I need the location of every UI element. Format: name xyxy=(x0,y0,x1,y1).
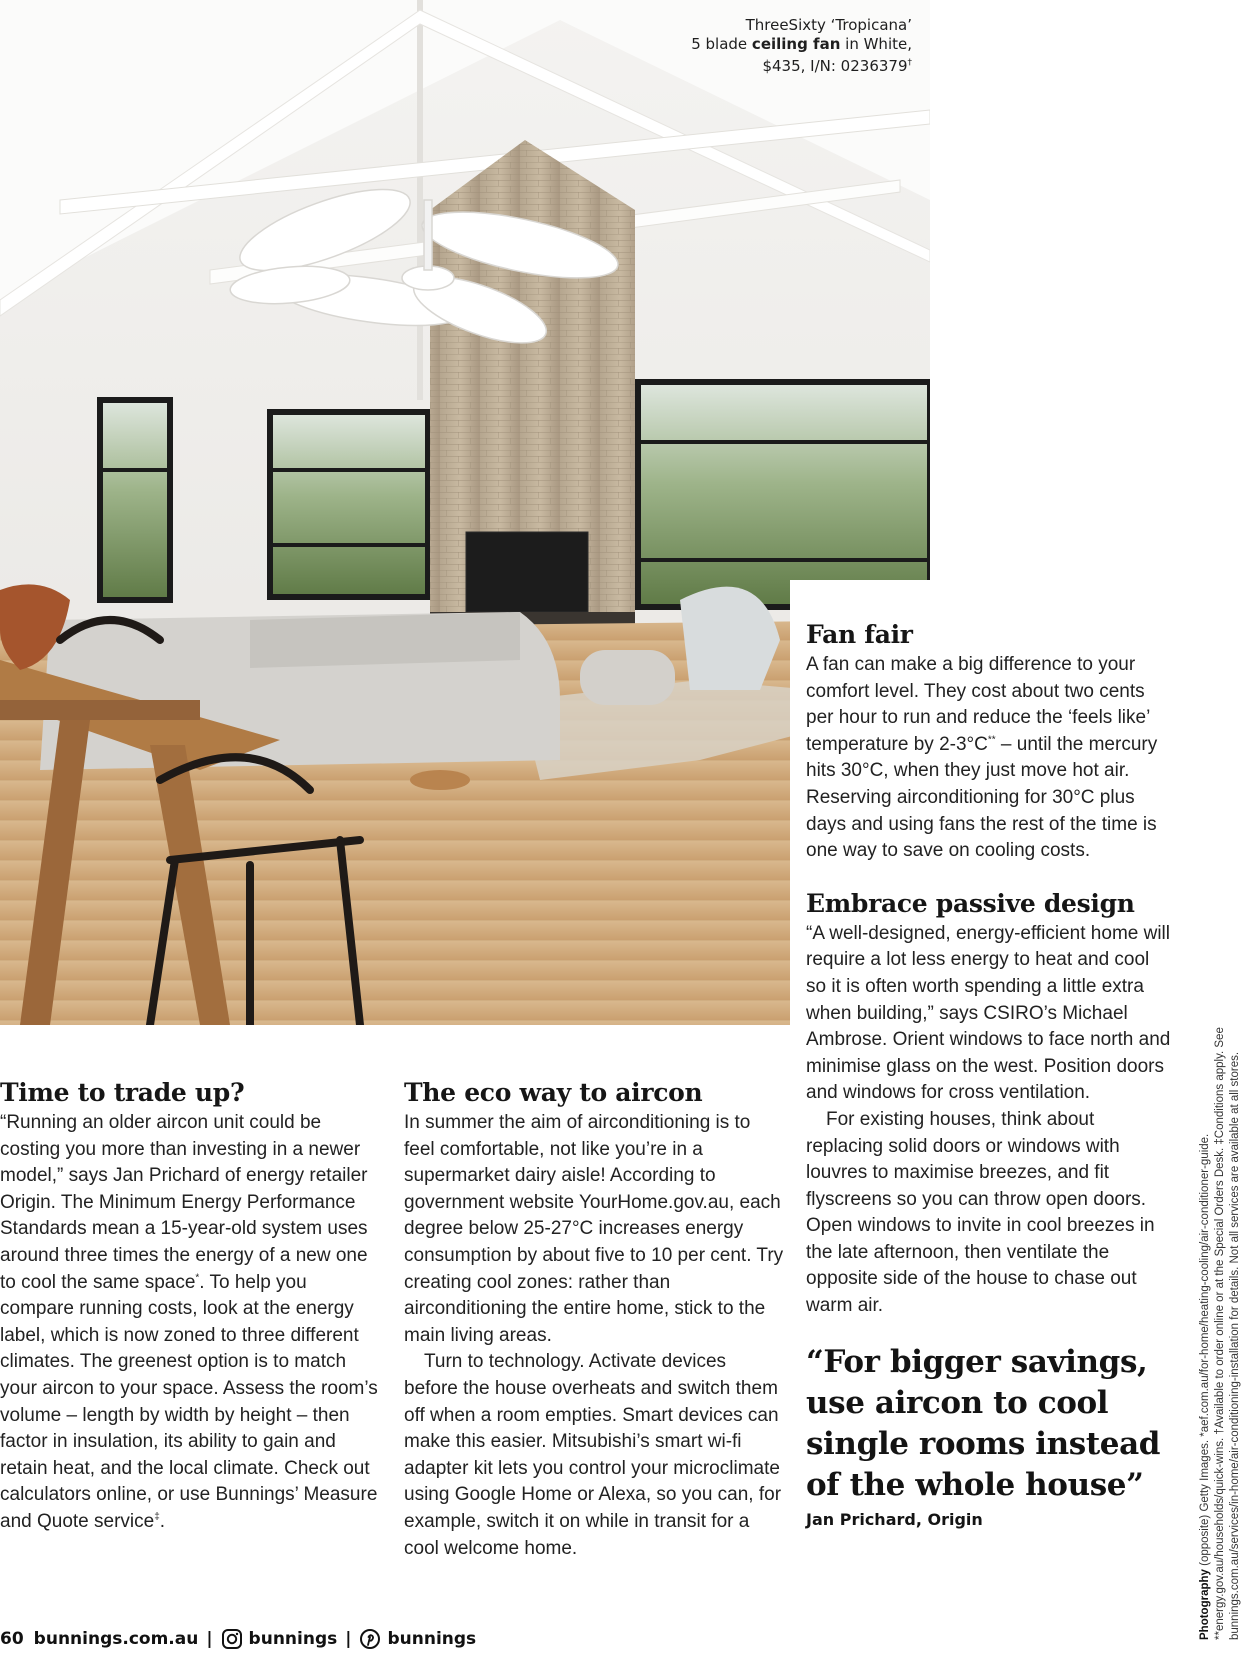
trade-up-text-part: “Running an older aircon unit could be costing you more than investing in a newer model,” says Jan Prichard of energy retailer Origin. The Minimum Energy Performance Standards mean a 15-year-old system uses around three times the energy of a new one to cool the same space xyxy=(0,1112,368,1293)
fan-fair-text-part: – until the mercury hits 30°C, when they just move hot air. Reserving airconditioning for 30°C plus days and using fans the rest of the time is one way to save on cooling costs. xyxy=(806,733,1158,862)
eco-aircon-heading: The eco way to aircon xyxy=(404,1078,703,1107)
caption-product-type: ceiling fan xyxy=(751,35,841,53)
pinterest-handle[interactable]: bunnings xyxy=(387,1629,477,1649)
caption-line-1: ThreeSixty ‘Tropicana’ xyxy=(745,16,912,34)
instagram-handle[interactable]: bunnings xyxy=(248,1629,338,1649)
passive-design-para-2: For existing houses, think about replacing solid doors or windows with louvres to maximise breezes, and fit flyscreens so you can throw open doors. Open windows to invite in cool breezes in the late afternoon, then ventilate the opposite side of the house to chase out warm air. xyxy=(806,1108,1155,1317)
photo-credits xyxy=(1198,960,1243,1640)
left-column xyxy=(0,1078,380,1536)
credits-text: (opposite) Getty Images. *aef.com.au/for-home/heating-cooling/air-conditioner-guide. **energy.gov.au/households/quick-wins. †Available to order online or at the Special Orders Desk. ‡Conditions apply. See bunnings.com.au/services/in-home/air-conditioning-installation for details. Not all services are available at all stores. xyxy=(1199,1027,1241,1640)
eco-aircon-para-1: In summer the aim of airconditioning is to feel comfortable, not like you’re in a supermarket dairy aisle! According to government website YourHome.gov.au, each degree below 25-27°C increases energy consumption by about five to 10 per cent. Try creating cool zones: rather than airconditioning the entire home, stick to the main living areas. xyxy=(404,1112,784,1346)
right-column xyxy=(806,620,1174,1529)
passive-design-para-1: “A well-designed, energy-efficient home will require a lot less energy to heat and cool so it is often worth spending a little extra when building,” says CSIRO’s Michael Ambrose. Orient windows to face north and minimise glass on the west. Position doors and windows for cross ventilation. xyxy=(806,922,1171,1104)
caption-line-3 xyxy=(592,54,912,76)
middle-column xyxy=(404,1078,784,1562)
passive-design-heading: Embrace passive design xyxy=(806,888,1135,918)
trade-up-text xyxy=(0,1110,380,1536)
trade-up-text-part: . To help you compare running costs, look at the energy label, which is now zoned to three different climates. The greenest option is to match your aircon to your space. Assess the room’s volume – length by width by height – then factor in insulation, its ability to gain and retain heat, and the local climate. Check out calculators online, or use Bunnings’ Measure and Quote service xyxy=(0,1271,378,1532)
caption-line-2 xyxy=(592,35,912,54)
caption-text: 5 blade xyxy=(691,35,752,53)
fan-fair-text xyxy=(806,652,1174,865)
footnote-mark: ‡ xyxy=(154,1511,160,1523)
caption-footnote-mark: † xyxy=(907,58,912,68)
left-window xyxy=(100,400,170,600)
instagram-icon[interactable] xyxy=(221,1628,243,1650)
caption-text: in White, xyxy=(840,35,912,53)
website-link[interactable]: bunnings.com.au xyxy=(33,1629,199,1649)
footnote-mark: ** xyxy=(987,734,996,746)
footer-separator: | xyxy=(206,1629,213,1649)
pull-quote: “For bigger savings, use aircon to cool single rooms instead of the whole house” xyxy=(806,1343,1161,1503)
caption-price: $435, I/N: 0236379 xyxy=(762,57,908,75)
fan-fair-heading: Fan fair xyxy=(806,620,913,649)
trade-up-text-part: . xyxy=(159,1510,166,1532)
fan-fair-text-part: A fan can make a big difference to your comfort level. They cost about two cents per hour to run and reduce the ‘feels like’ temperature by 2-3°C xyxy=(806,654,1150,755)
page-number: 60 xyxy=(0,1629,24,1649)
pinterest-icon[interactable] xyxy=(359,1628,381,1650)
credits-label: Photography xyxy=(1199,1569,1211,1640)
footnote-mark: * xyxy=(195,1272,200,1284)
product-caption xyxy=(592,16,912,76)
right-window xyxy=(638,382,930,607)
page-footer xyxy=(0,1626,476,1652)
pull-quote-attribution: Jan Prichard, Origin xyxy=(806,1509,983,1529)
trade-up-heading: Time to trade up? xyxy=(0,1078,245,1107)
footer-separator: | xyxy=(345,1629,352,1649)
eco-aircon-para-2: Turn to technology. Activate devices before the house overheats and switch them off when a room empties. Smart devices can make this easier. Mitsubishi’s smart wi-fi adapter kit lets you control your microclimate using Google Home or Alexa, so you can, for example, switch it on while in transit for a cool welcome home. xyxy=(404,1351,782,1559)
center-window xyxy=(270,412,428,597)
